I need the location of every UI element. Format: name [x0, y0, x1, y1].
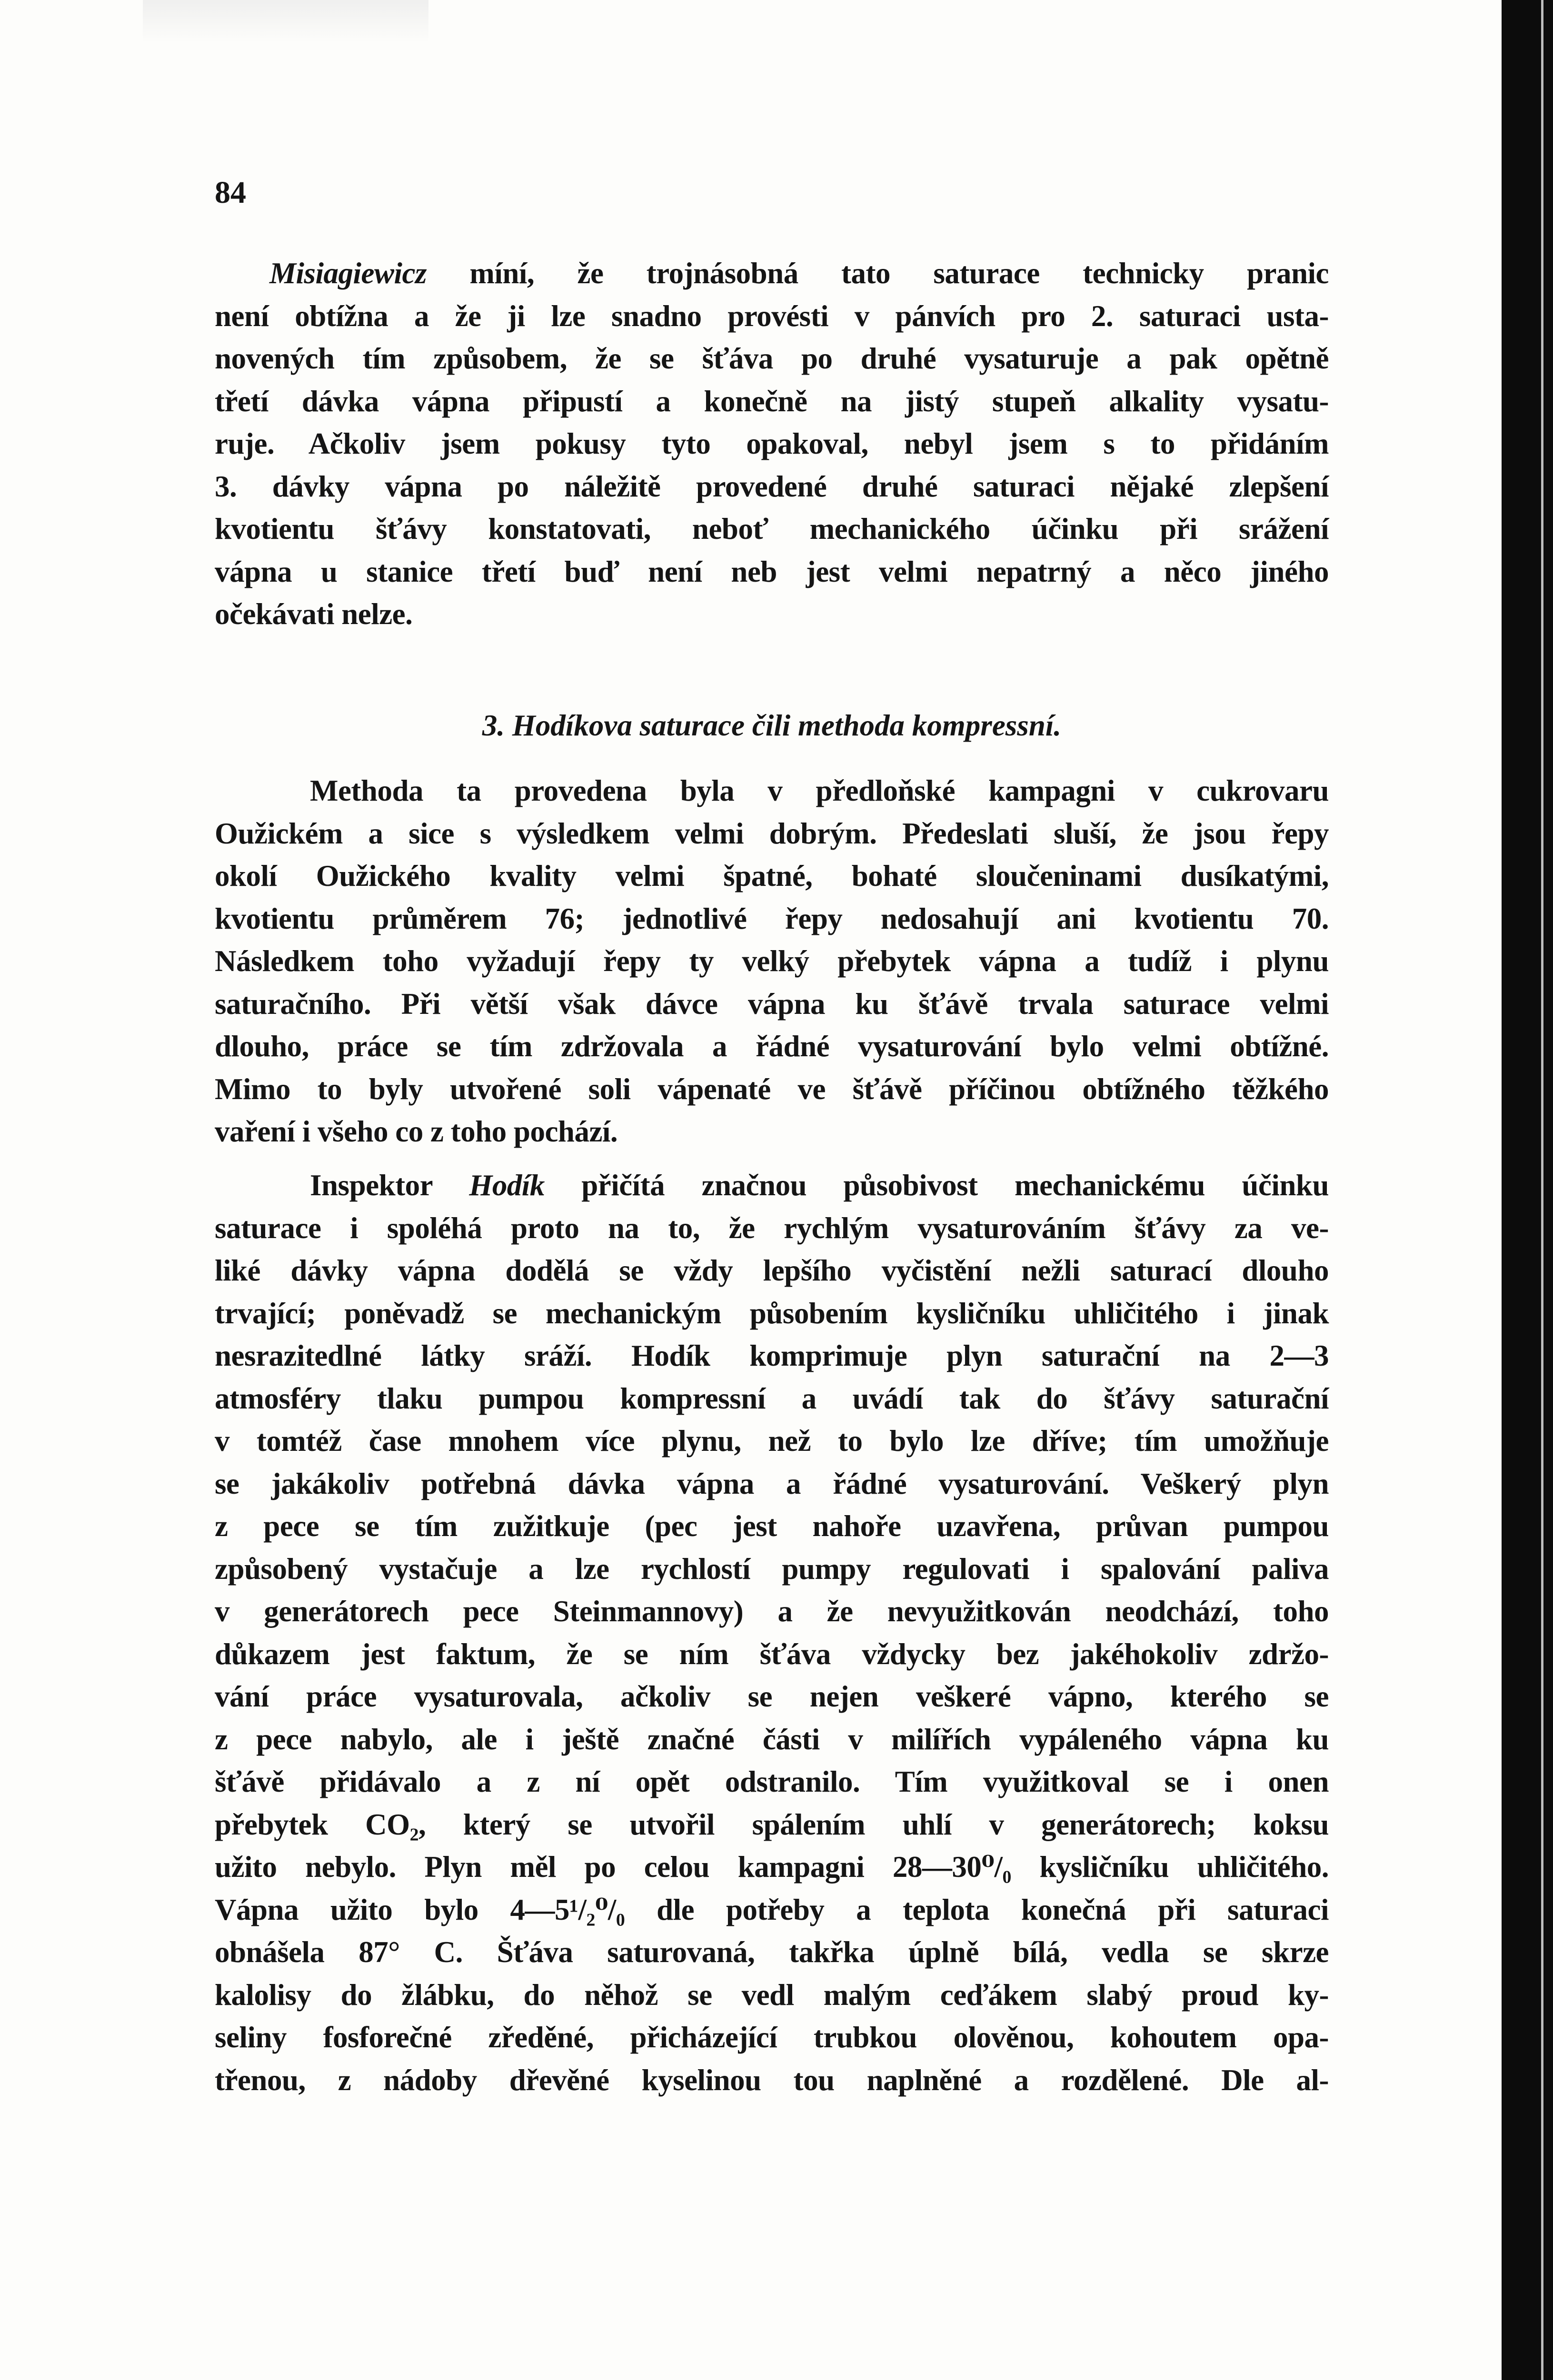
scan-smudge [143, 0, 428, 43]
text-line: kvotientu průměrem 76; jednotlivé řepy nedosahují ani kvotientu 70. [215, 902, 1329, 935]
text-line: očekávati nelze. [215, 597, 413, 631]
text-line: z pece se tím zužitkuje (pec jest nahoře uzavřena, průvan pumpou [215, 1509, 1329, 1543]
text-segment: přičítá značnou působivost mechanickému účinku [544, 1169, 1329, 1202]
text-line: kvotientu šťávy konstatovati, neboť mechanického účinku při srážení [215, 512, 1329, 545]
italic-name: Hodík [469, 1169, 545, 1202]
text-line: z pece nabylo, ale i ještě značné části v milířích vypáleného vápna ku [215, 1722, 1329, 1756]
text-line: vaření i všeho co z toho pochází. [215, 1115, 618, 1148]
text-line: třetí dávka vápna připustí a konečně na jistý stupeň alkality vysatu- [215, 384, 1329, 418]
text-line: vápna u stanice třetí buď není neb jest velmi nepatrný a něco jiného [215, 555, 1329, 588]
paragraph-misiagiewicz [215, 252, 1329, 636]
text-line: důkazem jest faktum, že se ním šťáva vždycky bez jakéhokoliv zdržo- [215, 1637, 1329, 1671]
paragraph-inspektor [215, 1164, 1329, 2102]
text-line: 3. dávky vápna po náležitě provedené druhé saturaci nějaké zlepšení [215, 469, 1329, 503]
text-line: není obtížna a že ji lze snadno provésti v pánvích pro 2. saturaci usta- [215, 299, 1329, 333]
text-line: Následkem toho vyžadují řepy ty velký přebytek vápna a tudíž i plynu [215, 944, 1329, 978]
text-line: v generátorech pece Steinmannovy) a že nevyužitkován neodchází, toho [215, 1595, 1329, 1628]
text-line: v tomtéž čase mnohem více plynu, než to bylo lze dříve; tím umožňuje [215, 1424, 1329, 1458]
scan-edge-band [1502, 0, 1553, 2380]
text-line: užito nebylo. Plyn měl po celou kampagni 28—30⁰/₀ kysličníku uhličitého. [215, 1850, 1329, 1884]
text-line: novených tím způsobem, že se šťáva po druhé vysaturuje a pak opětně [215, 342, 1329, 375]
text-line: se jakákoliv potřebná dávka vápna a řádné vysaturování. Veškerý plyn [215, 1467, 1329, 1500]
text-line: Mimo to byly utvořené soli vápenaté ve šťávě příčinou obtížného těžkého [215, 1072, 1329, 1106]
section-heading: 3. Hodíkova saturace čili methoda kompressní. [482, 709, 1062, 742]
text-line: saturačního. Při větší však dávce vápna ku šťávě trvala saturace velmi [215, 987, 1329, 1021]
text-line: způsobený vystačuje a lze rychlostí pumpy regulovati i spalování paliva [215, 1552, 1329, 1586]
text-line: okolí Oužického kvality velmi špatné, bohaté sloučeninami dusíkatými, [215, 859, 1329, 892]
text-segment: Inspektor [310, 1169, 469, 1202]
text-line: Vápna užito bylo 4—5¹/₂⁰/₀ dle potřeby a teplota konečná při saturaci [215, 1893, 1329, 1926]
text-line: šťávě přidávalo a z ní opět odstranilo. Tím využitkoval se i onen [215, 1765, 1329, 1798]
text-line: atmosféry tlaku pumpou kompressní a uvádí tak do šťávy saturační [215, 1381, 1329, 1415]
text-line: kalolisy do žlábku, do něhož se vedl malým ceďákem slabý proud ky- [215, 1978, 1329, 2012]
text-line [215, 1164, 1329, 1207]
text-line: seliny fosforečné zředěné, přicházející trubkou olověnou, kohoutem opa- [215, 2021, 1329, 2054]
text-line: nesrazitedlné látky sráží. Hodík komprimuje plyn saturační na 2—3 [215, 1339, 1329, 1372]
scan-edge-line [1541, 0, 1543, 2380]
text-line: ruje. Ačkoliv jsem pokusy tyto opakoval, nebyl jsem s to přidáním [215, 427, 1329, 460]
text-segment: míní, že trojnásobná tato saturace technicky pranic [427, 257, 1329, 290]
text-line: obnášela 87° C. Šťáva saturovaná, takřka úplně bílá, vedla se skrze [215, 1935, 1329, 1969]
text-line: Methoda ta provedena byla v předloňské kampagni v cukrovaru [310, 774, 1329, 807]
text-line: saturace i spoléhá proto na to, že rychlým vysaturováním šťávy za ve- [215, 1211, 1329, 1245]
text-line: třenou, z nádoby dřevěné kyselinou tou naplněné a rozdělené. Dle al- [215, 2063, 1329, 2097]
text-line: přebytek CO₂, který se utvořil spálením uhlí v generátorech; koksu [215, 1807, 1329, 1841]
italic-name: Misiagiewicz [269, 257, 427, 290]
paragraph-methoda [215, 770, 1329, 1153]
text-line: trvající; poněvadž se mechanickým působením kysličníku uhličitého i jinak [215, 1296, 1329, 1330]
text-line: liké dávky vápna dodělá se vždy lepšího vyčistění nežli saturací dlouho [215, 1254, 1329, 1287]
text-line: vání práce vysaturovala, ačkoliv se nejen veškeré vápno, kterého se [215, 1680, 1329, 1713]
text-line: dlouho, práce se tím zdržovala a řádné vysaturování bylo velmi obtížné. [215, 1030, 1329, 1063]
text-line: Oužickém a sice s výsledkem velmi dobrým. Předeslati sluší, že jsou řepy [215, 816, 1329, 850]
page-number: 84 [215, 175, 246, 210]
text-line [215, 252, 1329, 295]
